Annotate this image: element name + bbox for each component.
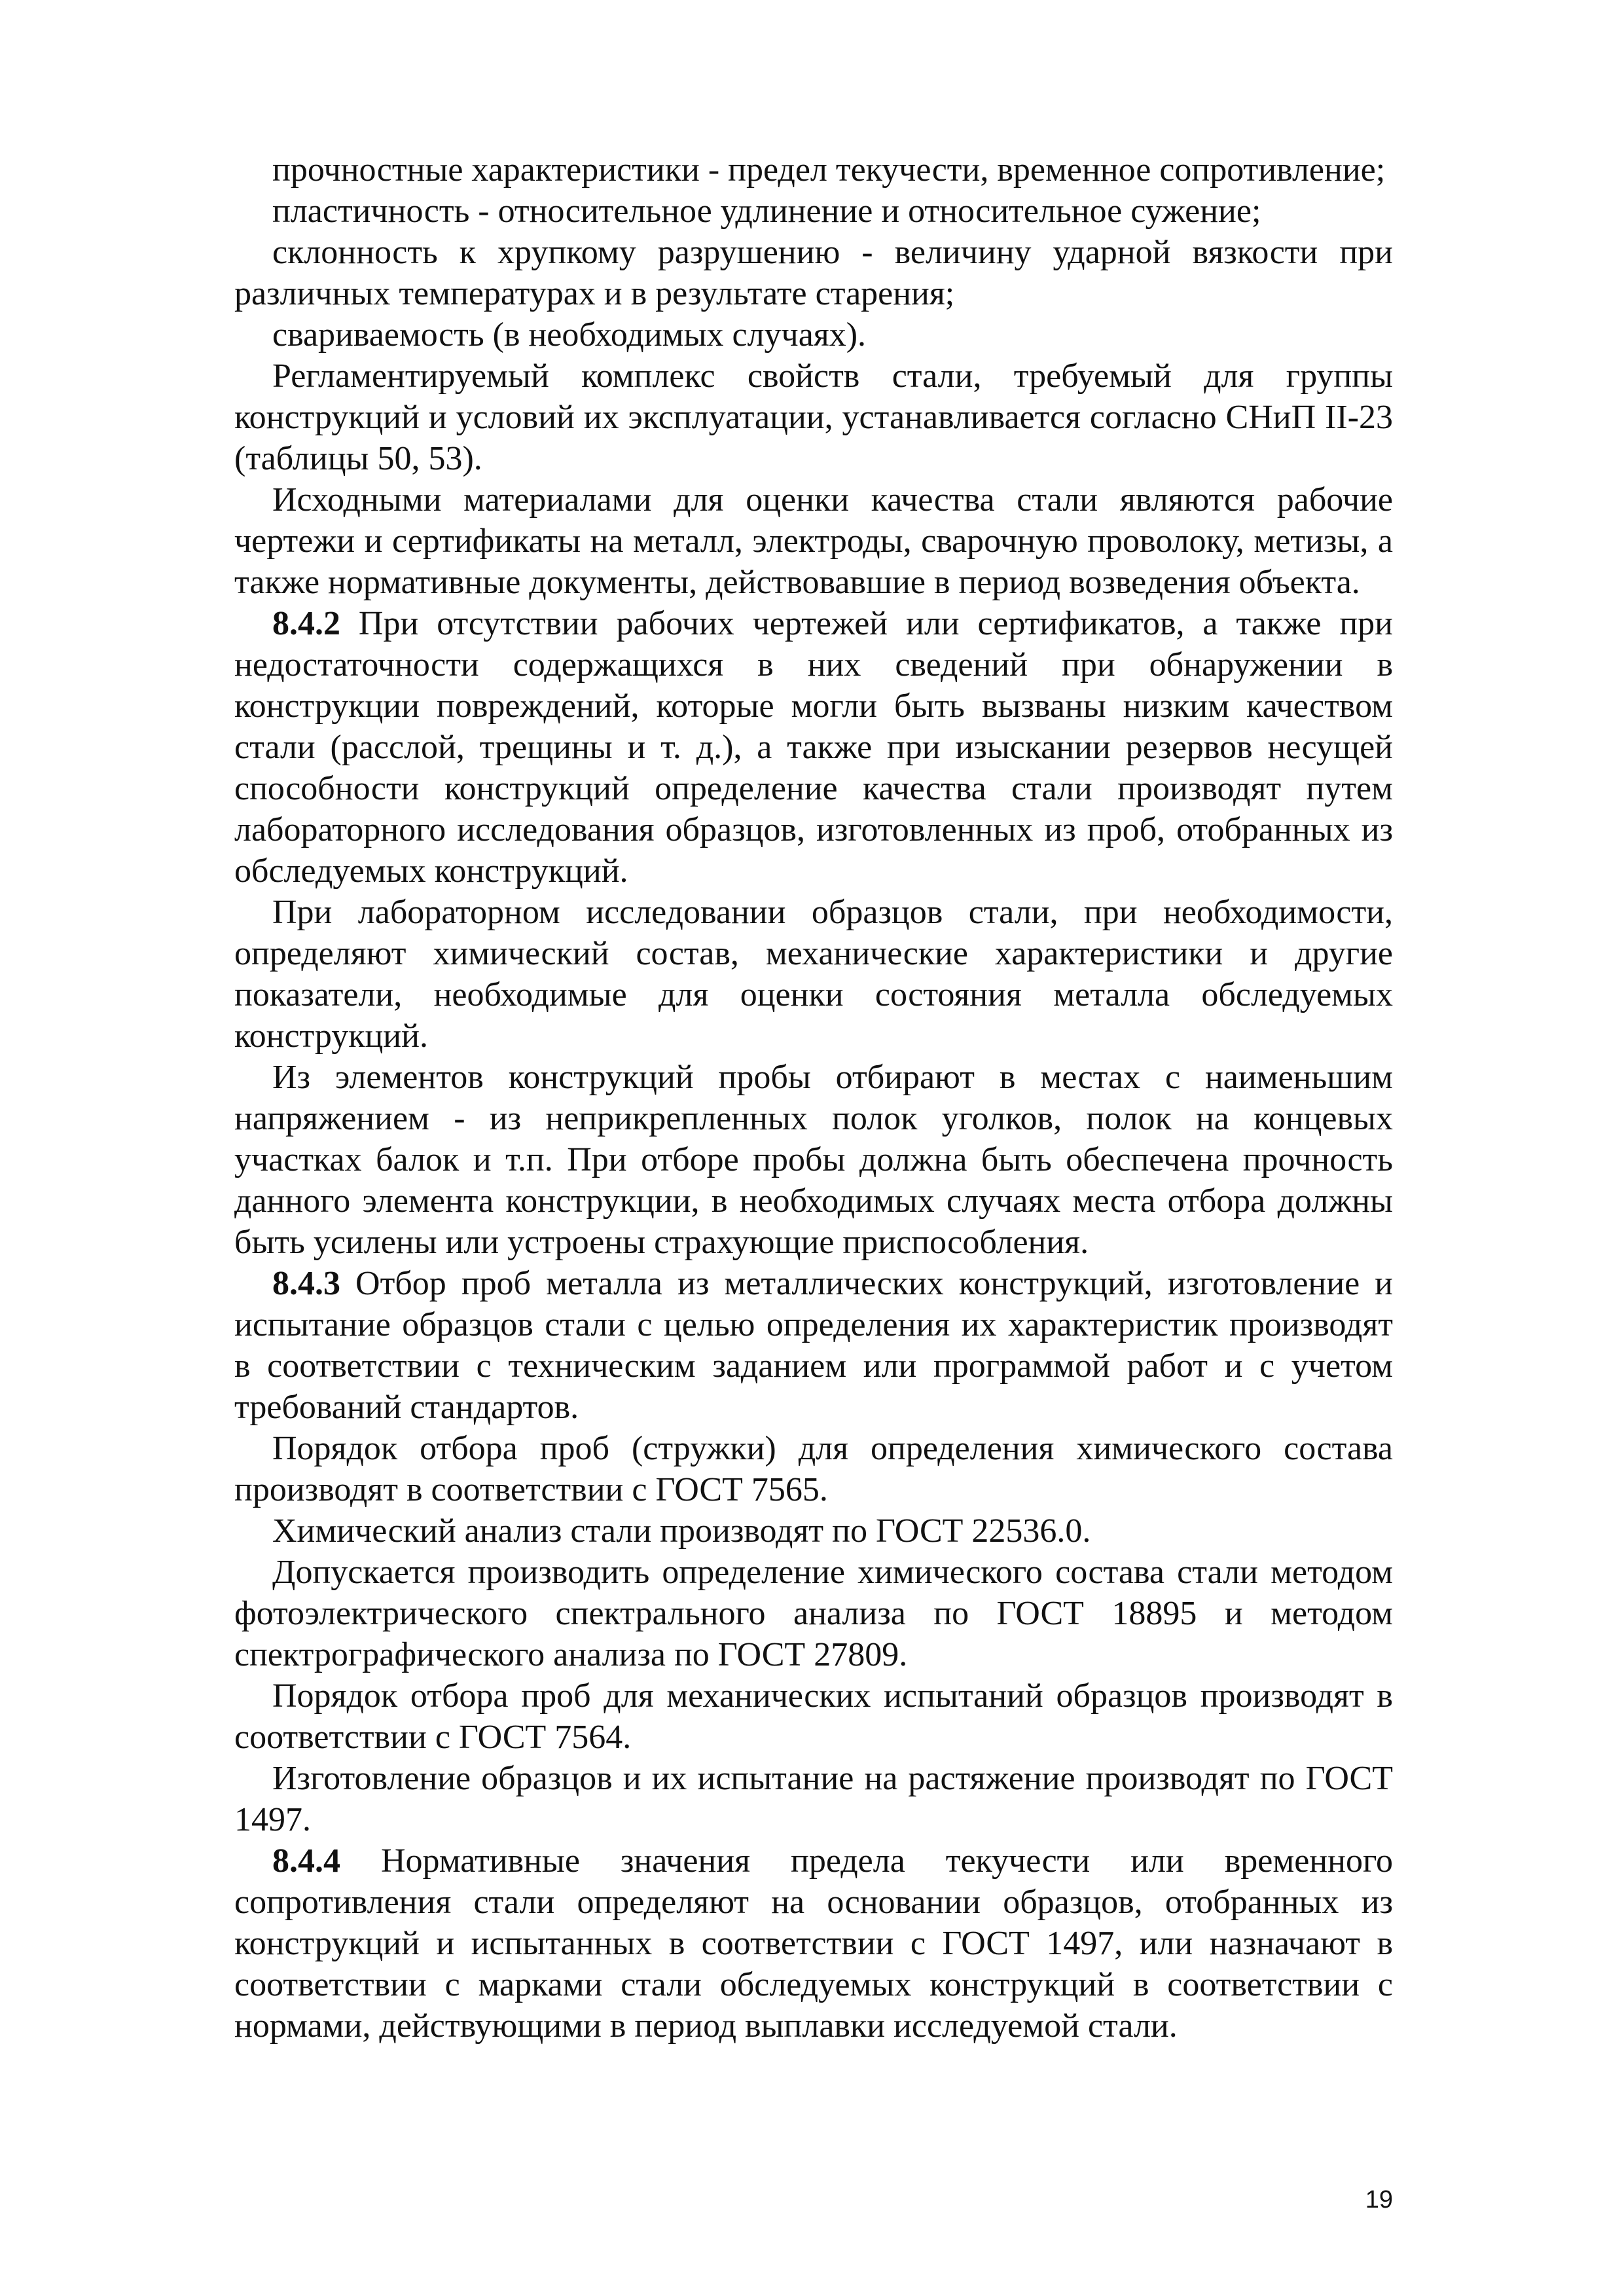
paragraph-text: При лабораторном исследовании образцов стали, при необходимости, определяют химический состав, механические характеристики и другие показатели, необходимые для оценки состояния металла обследуемых конструкций. [234,894,1393,1055]
page-number: 19 [1365,2186,1393,2214]
clause-8-4-3 [234,1263,1393,1428]
paragraph-8 [234,892,1393,1057]
paragraph-text: пластичность - относительное удлинение и относительное сужение; [272,192,1261,230]
paragraph-9 [234,1057,1393,1263]
clause-number: 8.4.2 [272,605,340,642]
paragraph-13 [234,1552,1393,1675]
paragraph-15 [234,1758,1393,1840]
paragraph-2 [234,191,1393,232]
paragraph-text: свариваемость (в необходимых случаях). [272,316,867,354]
clause-8-4-2 [234,603,1393,892]
paragraph-6 [234,479,1393,603]
paragraph-1 [234,149,1393,191]
paragraph-14 [234,1675,1393,1758]
clause-number: 8.4.3 [272,1265,340,1302]
paragraph-text: При отсутствии рабочих чертежей или сертификатов, а также при недостаточности содержащихся в них сведений при обнаружении в конструкции повреждений, которые могли быть вызваны низким качеством стали (расслой, трещины и т. д.), а также при изыскании резервов несущей способности конструкций определение качества стали производят путем лабораторного исследования образцов, изготовленных из проб, отобранных из обследуемых конструкций. [234,605,1393,890]
paragraph-text: Регламентируемый комплекс свойств стали, требуемый для группы конструкций и условий их эксплуатации, устанавливается согласно СНиП II-23 (таблицы 50, 53). [234,357,1393,477]
paragraph-text: Из элементов конструкций пробы отбирают в местах с наименьшим напряжением - из неприкрепленных полок уголков, полок на концевых участках балок и т.п. При отборе пробы должна быть обеспечена прочность данного элемента конструкции, в необходимых случаях места отбора должны быть усилены или устроены страхующие приспособления. [234,1059,1393,1261]
paragraph-text: Порядок отбора проб для механических испытаний образцов производят в соответствии с ГОСТ 7564. [234,1677,1393,1756]
paragraph-text: Исходными материалами для оценки качества стали являются рабочие чертежи и сертификаты на металл, электроды, сварочную проволоку, метизы, а также нормативные документы, действовавшие в период возведения объекта. [234,481,1393,601]
clause-8-4-4 [234,1840,1393,2047]
paragraph-text: Изготовление образцов и их испытание на растяжение производят по ГОСТ 1497. [234,1760,1393,1838]
paragraph-text: Нормативные значения предела текучести или временного сопротивления стали определяют на основании образцов, отобранных из конструкций и испытанных в соответствии с ГОСТ 1497, или назначают в соответствии с марками стали обследуемых конструкций в соответствии с нормами, действующими в период выплавки исследуемой стали. [234,1842,1393,2045]
paragraph-3 [234,232,1393,314]
paragraph-text: Химический анализ стали производят по ГОСТ 22536.0. [272,1512,1091,1550]
paragraph-5 [234,355,1393,479]
paragraph-text: Отбор проб металла из металлических конструкций, изготовление и испытание образцов стали с целью определения их характеристик производят в соответствии с техническим заданием или программой работ и с учетом требований стандартов. [234,1265,1394,1426]
paragraph-text: Порядок отбора проб (стружки) для определения химического состава производят в соответствии с ГОСТ 7565. [234,1430,1393,1508]
paragraph-text: склонность к хрупкому разрушению - величину ударной вязкости при различных температурах и в результате старения; [234,234,1393,312]
paragraph-11 [234,1428,1393,1510]
paragraph-text: Допускается производить определение химического состава стали методом фотоэлектрического спектрального анализа по ГОСТ 18895 и методом спектрографического анализа по ГОСТ 27809. [234,1554,1393,1673]
paragraph-text: прочностные характеристики - предел текучести, временное сопротивление; [272,151,1386,189]
document-body [234,149,1393,2047]
paragraph-12 [234,1510,1393,1552]
clause-number: 8.4.4 [272,1842,340,1880]
paragraph-4 [234,314,1393,355]
